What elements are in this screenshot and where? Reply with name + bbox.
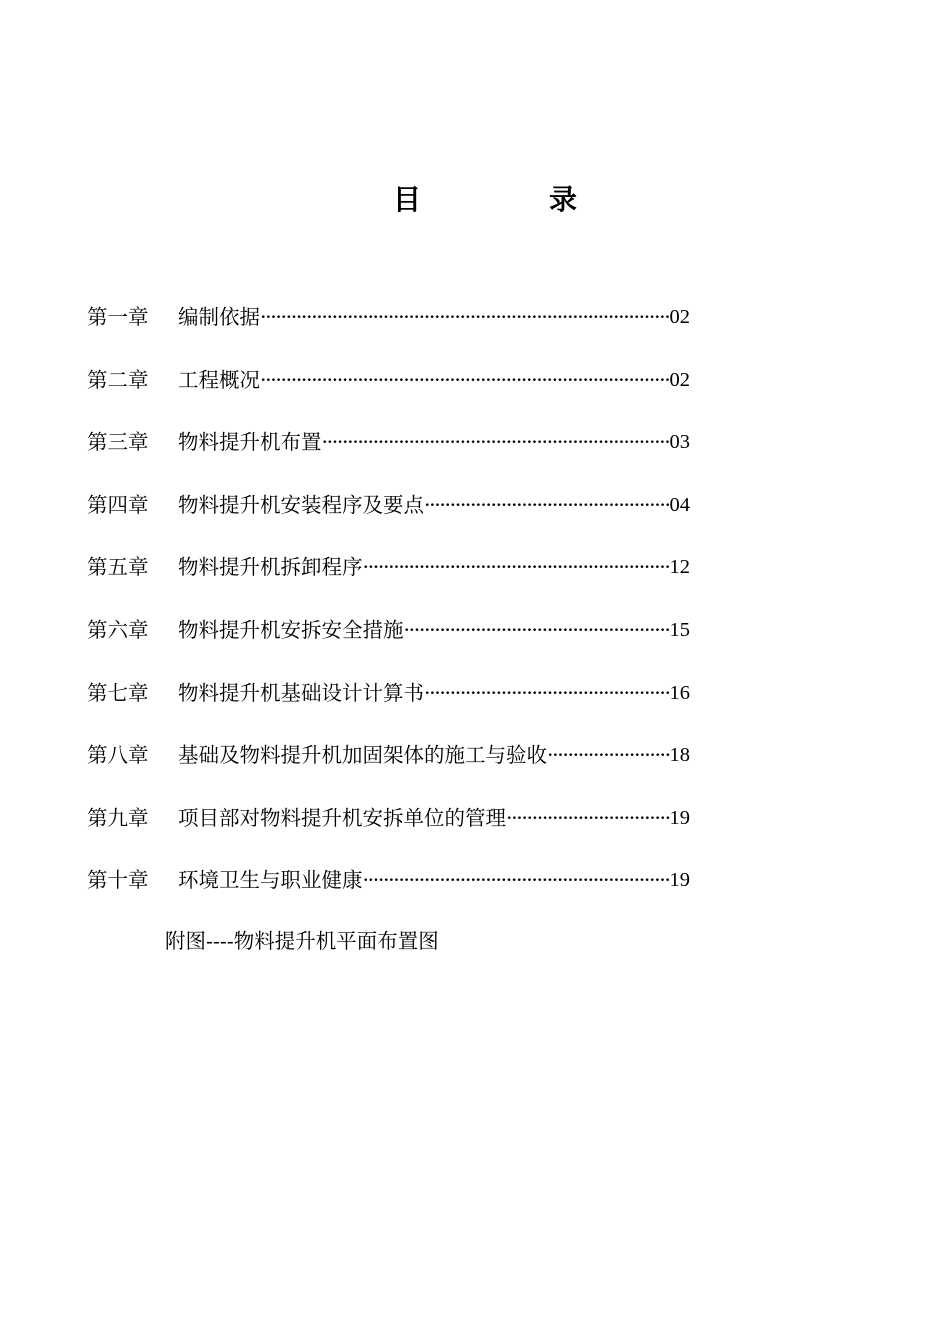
toc-chapter-title: 物料提升机安拆安全措施	[178, 617, 404, 642]
toc-chapter-number: 第七章	[87, 680, 149, 705]
toc-chapter-number: 第二章	[87, 367, 149, 392]
toc-chapter-number: 第一章	[87, 305, 149, 329]
toc-entry	[87, 421, 690, 484]
toc-page-number: 04	[669, 493, 690, 516]
toc-leader-dots	[260, 359, 670, 401]
toc-page-number: 03	[669, 431, 690, 454]
toc-chapter-number: 第九章	[87, 805, 149, 830]
toc-page-number: 18	[669, 744, 690, 767]
toc-entry	[87, 484, 690, 547]
table-of-contents	[87, 296, 690, 922]
toc-leader-dots	[547, 734, 670, 776]
toc-page-number: 16	[669, 681, 690, 704]
toc-page-number: 19	[669, 869, 690, 892]
toc-chapter-number: 第十章	[87, 868, 149, 893]
toc-leader-dots	[424, 672, 670, 714]
toc-chapter-title: 工程概况	[178, 367, 260, 392]
toc-chapter-title: 环境卫生与职业健康	[178, 868, 363, 893]
toc-chapter-title: 物料提升机基础设计计算书	[178, 680, 424, 705]
toc-page-number: 19	[669, 806, 690, 829]
toc-entry	[87, 672, 690, 735]
toc-chapter-number: 第五章	[87, 555, 149, 580]
toc-leader-dots	[260, 296, 670, 338]
toc-chapter-title: 物料提升机布置	[178, 430, 322, 455]
toc-leader-dots	[424, 484, 670, 526]
toc-entry	[87, 296, 690, 359]
toc-entry	[87, 609, 690, 672]
toc-entry	[87, 359, 690, 422]
toc-chapter-number: 第四章	[87, 492, 149, 517]
toc-leader-dots	[363, 859, 670, 901]
toc-leader-dots	[322, 421, 670, 463]
toc-chapter-number: 第六章	[87, 617, 149, 642]
toc-page-number: 02	[669, 368, 690, 391]
toc-page-number: 12	[669, 556, 690, 579]
toc-entry	[87, 734, 690, 797]
toc-leader-dots	[506, 797, 670, 839]
toc-chapter-title: 编制依据	[178, 305, 260, 329]
toc-leader-dots	[404, 609, 670, 651]
toc-page-number: 15	[669, 618, 690, 641]
toc-chapter-title: 基础及物料提升机加固架体的施工与验收	[178, 743, 547, 768]
toc-chapter-title: 物料提升机拆卸程序	[178, 555, 363, 580]
page-title: 目 录	[392, 183, 627, 216]
toc-entry	[87, 859, 690, 922]
toc-entry	[87, 797, 690, 860]
toc-chapter-title: 项目部对物料提升机安拆单位的管理	[178, 805, 506, 830]
toc-entry	[87, 546, 690, 609]
appendix-line: 附图----物料提升机平面布置图	[165, 929, 439, 953]
toc-chapter-number: 第三章	[87, 430, 149, 455]
toc-page-number: 02	[669, 306, 690, 328]
toc-chapter-title: 物料提升机安装程序及要点	[178, 492, 424, 517]
toc-leader-dots	[363, 546, 670, 588]
toc-chapter-number: 第八章	[87, 743, 149, 768]
